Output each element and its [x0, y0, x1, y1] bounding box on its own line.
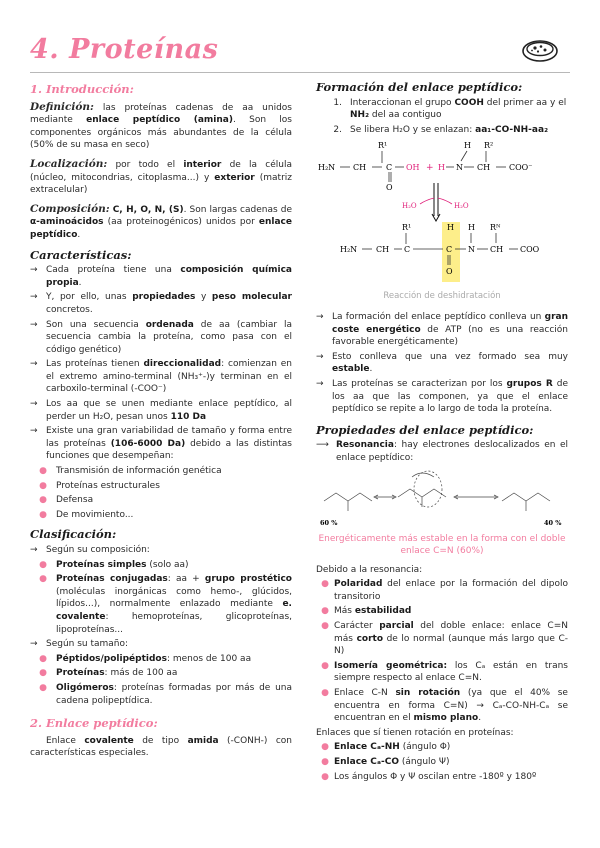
- comp-bold-3: enlace peptídico: [30, 217, 292, 240]
- composition-label: Composición:: [30, 202, 110, 215]
- bold: direccionalidad: [143, 359, 222, 370]
- list-item: → Según su composición:: [30, 544, 292, 557]
- definition-text-end: . Son los componentes orgánicos más abundantes de la célula (50% de su masa en seco): [30, 115, 292, 151]
- text: Cada proteína tiene una: [46, 265, 172, 276]
- text: Según su composición:: [46, 545, 150, 555]
- loc-text-3: (matriz extracelular): [30, 172, 292, 196]
- bold: Péptidos/polipéptidos: [56, 653, 167, 664]
- text: Los aa que se unen mediante enlace peptídico, al perder un H₂O, pesan unos: [46, 399, 292, 422]
- list-item: [316, 124, 568, 137]
- text: Enlace: [46, 735, 76, 746]
- bold: Proteínas simples: [56, 559, 147, 570]
- c-label: C: [386, 163, 393, 173]
- pct-left-label: 60 %: [320, 518, 338, 527]
- bold: e. covalente: [56, 599, 292, 622]
- comp-bold-2: α-aminoácidos: [30, 217, 104, 228]
- list-item: ● Enlace C-N sin rotación (ya que el 40% se encuentra en forma C=N) → Cₐ-CO-NH-Cₐ se encuentran en el mismo plano.: [321, 688, 568, 724]
- bold: corto: [356, 633, 384, 644]
- localization-label: Localización:: [30, 157, 108, 170]
- comp-text-3: .: [77, 229, 81, 240]
- text: : hemoproteínas, glicoproteínas, lipoproteínas...: [56, 611, 292, 635]
- bold: ordenada: [145, 319, 194, 330]
- loc-text-1: por todo el: [115, 159, 176, 170]
- c-product-label: C: [404, 245, 411, 255]
- list-item: → Y, por ello, unas propiedades y peso molecular concretos.: [30, 292, 292, 315]
- formation-heading: Formación del enlace peptídico:: [316, 80, 523, 94]
- loc-text-2: de la célula (núcleo, mitocondrias, citoplasma...) y: [30, 159, 292, 183]
- amine-label: H₂N: [318, 163, 336, 173]
- text: de aa (cambiar la secuencia cambia la proteína, como pasa con el código genético): [46, 319, 292, 355]
- text: Interaccionan el grupo: [350, 97, 452, 108]
- text: : comienzan en el extremo amino-terminal (NH₃⁺-)y terminan en el carboxilo-terminal (-COO⁻): [46, 359, 292, 395]
- amine-product-label: H₂N: [340, 245, 358, 255]
- definition-paragraph: [30, 101, 292, 152]
- r1-product-label: R¹: [402, 223, 412, 233]
- text: del aa contiguo: [371, 110, 442, 121]
- ch-product-label: CH: [376, 245, 390, 255]
- list-item: ● De movimiento...: [30, 509, 292, 522]
- list-item: ● Los ángulos Φ y Ψ oscilan entre -180º y 180º: [316, 771, 568, 784]
- text: Enlace C-N: [334, 688, 388, 699]
- h-label: H: [438, 163, 445, 173]
- list-item: ⟶ Resonancia: hay electrones deslocalizados en el enlace peptídico:: [316, 440, 568, 463]
- h-top-label: H: [464, 141, 471, 151]
- text: del doble enlace: enlace C=N más: [334, 621, 568, 644]
- text: : proteínas formadas por más de una cadena polipeptídica.: [56, 682, 292, 706]
- text: de los aa que las componen, ya que el enlace peptídico se repite a lo largo de toda la proteína.: [332, 378, 568, 415]
- list-item: → Esto conlleva que una vez formado sea muy estable.: [316, 351, 568, 375]
- list-item: → La formación del enlace peptídico conlleva un gran coste energético de ATP (no es una reacción favorable energéticamente): [316, 311, 568, 348]
- bold: Proteínas: [56, 668, 105, 679]
- bold: Isomería geométrica:: [334, 660, 448, 671]
- bold: parcial: [379, 621, 414, 632]
- text: Y, por ello, unas: [46, 292, 127, 303]
- bold: Enlace Cₐ-NH: [334, 742, 400, 753]
- resonance-intro: Debido a la resonancia:: [316, 564, 423, 575]
- list-item: ● Oligómeros: proteínas formadas por más de una cadena polipeptídica.: [39, 682, 292, 706]
- list-item: → Son una secuencia ordenada de aa (cambiar la secuencia cambia la proteína, como pasa con el código genético): [30, 319, 292, 355]
- list-item: ● Proteínas: más de 100 aa: [39, 668, 178, 679]
- list-item: ● Polaridad del enlace por la formación del dipolo transitorio: [321, 579, 568, 602]
- left-column: [30, 80, 292, 766]
- text: : hay electrones deslocalizados en el enlace peptídico:: [336, 440, 568, 463]
- bold: Proteínas conjugadas: [56, 574, 168, 585]
- text: de tipo: [142, 735, 180, 746]
- bold: (106-6000 Da): [110, 438, 186, 449]
- h-n-label: H: [468, 223, 475, 233]
- bold: Resonancia: [336, 440, 394, 451]
- list-item: ● Defensa: [30, 494, 292, 507]
- list-item: ● Péptidos/polipéptidos: menos de 100 aa: [39, 653, 252, 664]
- c-peptide-label: C: [446, 245, 453, 255]
- page-title: 4. Proteínas: [30, 34, 219, 65]
- text: de lo normal (aunque más largo que C-N): [334, 633, 568, 657]
- text: del enlace por la formación del dipolo transitorio: [334, 579, 568, 602]
- bold: covalente: [84, 735, 134, 746]
- text: Las proteínas se caracterizan por los: [332, 378, 503, 389]
- bold: Enlace Cₐ-CO: [334, 757, 399, 767]
- bold: grupos R: [506, 378, 553, 389]
- text: (ángulo Ψ): [401, 757, 450, 767]
- list-item: ● Proteínas estructurales: [30, 480, 292, 493]
- text: Los ángulos Φ y Ψ oscilan entre -180º y 180º: [334, 771, 537, 782]
- comp-bold-1: C, H, O, N, (S): [112, 204, 184, 215]
- ch-label: CH: [353, 163, 367, 173]
- list-item: → Las proteínas tienen direccionalidad: comienzan en el extremo amino-terminal (NH₃⁺-)y terminan en el carboxilo-terminal (-COO⁻): [30, 359, 292, 395]
- list-item: → Las proteínas se caracterizan por los grupos R de los aa que las componen, ya que el enlace peptídico se repite a lo largo de toda la proteína.: [316, 378, 568, 415]
- text: Defensa: [56, 495, 94, 506]
- r2-label: R²: [484, 141, 494, 151]
- plus-label: +: [426, 163, 434, 174]
- composition-paragraph: [30, 203, 292, 242]
- petri-dish-icon: [521, 38, 559, 68]
- text: los Cₐ están en trans siempre respecto al enlace C=N.: [334, 660, 568, 684]
- text: Transmisión de información genética: [56, 466, 222, 477]
- list-item: ● Carácter parcial del doble enlace: enlace C=N más corto de lo normal (aunque más largo que C-N): [321, 621, 568, 657]
- text: debido a las distintas funciones que desempeñan:: [46, 438, 292, 462]
- water-label-right: H₂O: [454, 202, 469, 211]
- bold: propiedades: [132, 292, 196, 303]
- text: Proteínas estructurales: [56, 480, 160, 491]
- text: Las proteínas tienen: [46, 359, 140, 370]
- text: La formación del enlace peptídico conlleva un: [332, 311, 542, 322]
- definition-bold: enlace peptídico (amina): [86, 115, 233, 126]
- rn-label: Rᴺ: [490, 223, 501, 233]
- coo-product-label: COO: [520, 245, 540, 255]
- bold: gran coste energético: [332, 311, 568, 335]
- list-item: ● Isomería geométrica: los Cₐ están en trans siempre respecto al enlace C=N.: [321, 660, 568, 684]
- stability-highlight: Energéticamente más estable en la forma con el doble enlace C=N (60%): [318, 533, 566, 557]
- definition-label: Definición:: [30, 100, 94, 113]
- bold: composición química propia: [46, 265, 292, 288]
- loc-bold-2: exterior: [214, 172, 255, 183]
- bold: Oligómeros: [56, 682, 114, 693]
- text: Existe una gran variabilidad de tamaño y forma entre las proteínas: [46, 426, 292, 449]
- definition-text: las proteínas cadenas de aa unidos mediante: [30, 102, 292, 126]
- bold: mismo plano: [413, 713, 479, 724]
- reaction-caption: Reacción de deshidratación: [383, 291, 501, 302]
- list-item: → Los aa que se unen mediante enlace peptídico, al perder un H₂O, pesan unos 110 Da: [30, 399, 292, 422]
- water-label-left: H₂O: [402, 202, 417, 211]
- rotation-intro: Enlaces que sí tienen rotación en proteínas:: [316, 727, 514, 738]
- bold: NH₂: [350, 110, 370, 121]
- oh-label: OH: [406, 163, 420, 173]
- list-item: ● Enlace Cₐ-CO (ángulo Ψ): [321, 757, 450, 767]
- properties-heading: Propiedades del enlace peptídico:: [316, 422, 534, 437]
- ch-product-label-2: CH: [490, 245, 504, 255]
- pct-right-label: 40 %: [544, 518, 562, 527]
- comp-text-2: (aa proteinogénicos) unidos por: [107, 217, 255, 228]
- text: : menos de 100 aa: [166, 653, 252, 664]
- classification-heading: Clasificación:: [30, 527, 117, 542]
- bold: 110 Da: [170, 411, 207, 422]
- text: Se libera H₂O y se enlazan:: [350, 124, 473, 135]
- text: y: [200, 292, 207, 303]
- localization-paragraph: [30, 158, 292, 197]
- text: (-CONH-) con características especiales.: [30, 735, 293, 759]
- list-item: ● Enlace Cₐ-NH (ángulo Φ): [321, 742, 451, 753]
- bold: grupo prostético: [204, 574, 292, 585]
- bold: peso molecular: [211, 292, 292, 303]
- text: Carácter: [334, 621, 373, 632]
- list-item: → Según su tamaño:: [30, 638, 292, 651]
- text: (ángulo Φ): [402, 742, 451, 753]
- n-peptide-label: N: [468, 245, 475, 255]
- list-item: ● Transmisión de información genética: [30, 465, 292, 478]
- bold: COOH: [454, 97, 484, 108]
- h-peptide-label: H: [447, 223, 454, 233]
- bold: sin rotación: [395, 688, 461, 699]
- list-item: ● Proteínas simples (solo aa): [39, 559, 189, 570]
- dehydration-reaction-diagram: [316, 138, 568, 288]
- peptide-bond-heading: 2. Enlace peptídico:: [30, 716, 158, 731]
- bold: amida: [187, 735, 219, 746]
- list-item: → Cada proteína tiene una composición química propia.: [30, 265, 292, 288]
- text: (moléculas inorgánicas como hemo-, glúcidos, lípidos...), normalmente enlazado mediante: [56, 586, 292, 610]
- text: (ya que el 40% se encuentra en forma C=N) → Cₐ-CO-NH-Cₐ se encuentran en el: [334, 688, 568, 724]
- bold: estable: [332, 364, 370, 375]
- text: Más: [334, 606, 352, 617]
- bold: estabilidad: [354, 606, 412, 617]
- number: 2.: [333, 124, 342, 135]
- number: 1.: [333, 97, 342, 108]
- bold: Polaridad: [334, 579, 383, 590]
- intro-heading: 1. Introducción:: [30, 82, 134, 96]
- text: .: [78, 277, 82, 288]
- list-item: ● Más estabilidad: [321, 606, 412, 617]
- characteristics-heading: Características:: [30, 247, 132, 262]
- text: (solo aa): [149, 559, 189, 570]
- loc-bold-1: interior: [183, 159, 222, 170]
- list-item: [316, 97, 568, 122]
- text: concretos.: [46, 304, 93, 315]
- list-item: → Existe una gran variabilidad de tamaño y forma entre las proteínas (106-6000 Da) debido a las distintas funciones que desempeñan:: [30, 426, 292, 462]
- right-column: [316, 80, 568, 785]
- title-divider: [30, 72, 570, 73]
- list-item: ● Proteínas conjugadas: aa + grupo prostético (moléculas inorgánicas como hemo-, glúcidos, lípidos...), normalmente enlazado mediante e. covalente: hemoproteínas, glicoproteínas, lipoproteínas...: [39, 574, 292, 635]
- coo-label: COO⁻: [509, 163, 533, 173]
- ch-label-2: CH: [477, 163, 491, 173]
- comp-text-1: . Son largas cadenas de: [183, 204, 292, 215]
- n-label: N: [456, 163, 463, 173]
- text: Según su tamaño:: [46, 639, 129, 650]
- o-label: O: [386, 183, 393, 193]
- r1-label: R¹: [378, 141, 388, 151]
- text: Esto conlleva que una vez formado sea muy: [332, 351, 568, 362]
- peptide-bond-paragraph: [30, 735, 292, 760]
- text: De movimiento...: [56, 509, 134, 520]
- o-peptide-label: O: [446, 267, 453, 277]
- resonance-diagram: [316, 467, 568, 527]
- bold: aa₁-CO-NH-aa₂: [475, 124, 549, 135]
- text: : aa +: [167, 574, 200, 585]
- text: de ATP (no es una reacción favorable energéticamente): [332, 324, 568, 348]
- text: : más de 100 aa: [104, 668, 178, 679]
- text: .: [369, 364, 373, 375]
- text: Son una secuencia: [46, 319, 139, 330]
- text: .: [478, 713, 482, 724]
- text: del primer aa y el: [486, 97, 567, 108]
